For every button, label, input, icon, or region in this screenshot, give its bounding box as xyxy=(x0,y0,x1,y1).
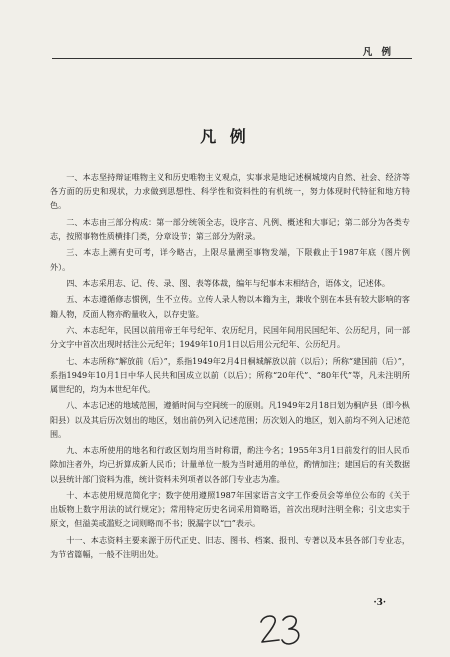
paragraph-2: 二、本志由三部分构成：第一部分统领全志，设序言、凡例、概述和大事记；第二部分为各类专志，按照事物性质横排门类，分章设节；第三部分为附录。 xyxy=(50,216,410,241)
paragraph-8: 八、本志记述的地域范围，遵循时间与空间统一的原则。凡1949年2月18日划为桐庐县（即今枞阳县）以及其后历次划出的地区，划出前仍列入记述范围；历次划入的地区，划入前均不列入记述范围。 xyxy=(50,400,410,439)
header-rule xyxy=(52,58,412,59)
running-head: 凡 例 xyxy=(362,47,394,58)
paragraph-3: 三、本志上溯有史可考，详今略古，上限尽量溯至事物发端，下限截止于1987年底（图片例外）。 xyxy=(50,247,410,272)
paragraph-6: 六、本志纪年，民国以前用帝王年号纪年、农历纪月，民国年间用民国纪年、公历纪月，同一部分文字中首次出现时括注公元纪年；1949年10月1日以后用公元纪年、公历纪月。 xyxy=(50,324,410,350)
paragraph-10: 十、本志使用规范简化字；数字使用遵照1987年国家语言文字工作委员会等单位公布的《关于出版物上数字用法的试行规定》；常用特定历史名词采用简略语，首次出现时注明全称；引文忠实于原文，但溢美或滥贬之词则略而不书；脱漏字以“□”表示。 xyxy=(50,489,410,529)
page-title: 凡 例 xyxy=(200,127,250,146)
paragraph-4: 四、本志采用志、记、传、录、图、表等体裁，编年与纪事本末相结合，语体文，记述体。 xyxy=(66,277,390,288)
paragraph-5: 五、本志遵循修志惯例，生不立传。立传人录人物以本籍为主，兼收个别在本县有较大影响的客籍人物，反面人物亦酌量收入，以存史鉴。 xyxy=(50,294,410,319)
paragraph-9: 九、本志所使用的地名和行政区划均用当时称谓，酌注今名；1955年3月1日前发行的旧人民币除加注者外，均已折算成新人民币；计量单位一般为当时通用的单位，酌情加注；建国后的有关数据以县统计部门资料为准，统计资料未列项者以各部门专业志为准。 xyxy=(50,445,410,484)
body-text xyxy=(50,170,410,563)
paragraph-7: 七、本志所称“解放前（后）”，系指1949年2月4日桐城解放以前（以后）；所称“建国前（后）”，系指1949年10月1日中华人民共和国成立以前（以后）；所称“20年代”、“80年代”等，凡未注明所属世纪的，均为本世纪年代。 xyxy=(50,355,410,394)
paragraph-1: 一、本志坚持辩证唯物主义和历史唯物主义观点，实事求是地记述桐城境内自然、社会、经济等各方面的历史和现状，力求做到思想性、科学性和资料性的有机统一，努力体现时代特征和地方特色。 xyxy=(50,172,410,211)
page-number: ·3· xyxy=(373,598,386,608)
paragraph-11: 十一、本志资料主要来源于历代正史、旧志、图书、档案、报刊、专著以及本县各部门专业志，为节省篇幅，一般不注明出处。 xyxy=(50,534,410,559)
handwritten-page-number xyxy=(258,613,308,647)
